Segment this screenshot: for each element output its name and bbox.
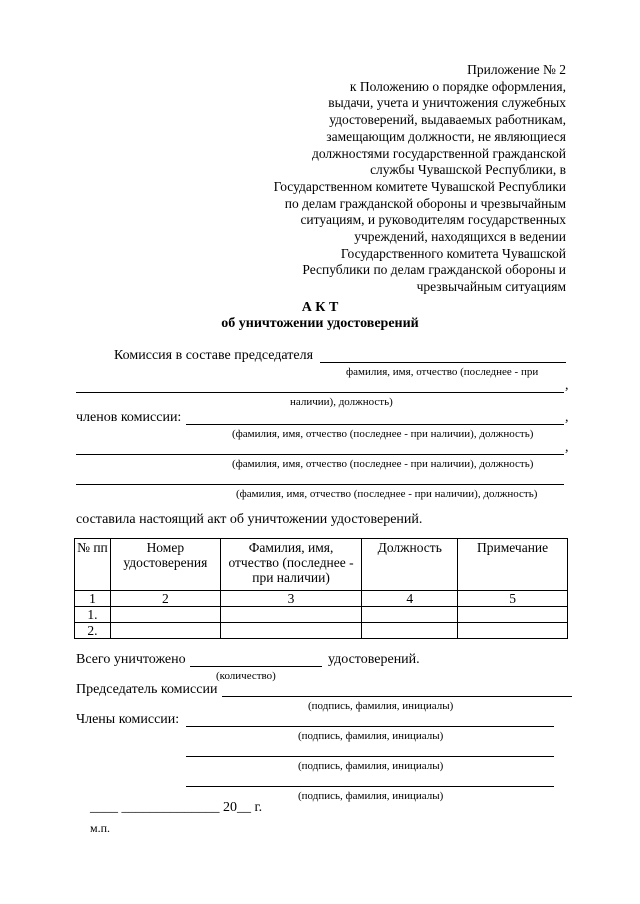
total-suffix: удостоверений. (328, 652, 420, 667)
table-cell[interactable] (458, 607, 568, 623)
header-cell-note: Примечание (458, 539, 568, 591)
comma: , (565, 410, 569, 425)
total-label: Всего уничтожено (76, 652, 186, 667)
appendix-line: Государственном комитете Чувашской Республики (273, 178, 566, 194)
appendix-line: службы Чувашской Республики, в (370, 162, 566, 178)
chair-hint-continued: наличии), должность) (290, 396, 393, 408)
member-signature-line-3[interactable] (186, 786, 554, 787)
appendix-line: по делам гражданской обороны и чрезвычайным (284, 195, 566, 211)
column-number: 5 (458, 591, 568, 607)
member-signature-hint-1: (подпись, фамилия, инициалы) (298, 730, 444, 742)
appendix-line: к Положению о порядке оформления, (349, 78, 566, 94)
chairman-label: Председатель комиссии (76, 682, 218, 697)
title-main: А К Т (301, 300, 339, 315)
appendix-line: чрезвычайным ситуациям (416, 279, 566, 295)
table-cell[interactable] (362, 623, 458, 639)
comma: , (565, 378, 569, 393)
date-line: ____ ______________ 20__ г. (90, 800, 263, 815)
column-number: 1 (75, 591, 111, 607)
member-signature-line-1[interactable] (186, 726, 554, 727)
member-line-3[interactable] (76, 484, 564, 485)
destruction-table (74, 538, 568, 639)
chair-line[interactable] (320, 362, 566, 363)
header-cell-fullname: Фамилия, имя, отчество (последнее - при наличии) (220, 539, 362, 591)
chairman-signature-line[interactable] (222, 696, 572, 697)
member-signature-hint-3: (подпись, фамилия, инициалы) (298, 790, 444, 802)
appendix-line: учреждений, находящихся в ведении (354, 229, 566, 245)
appendix-line: выдачи, учета и уничтожения служебных (328, 95, 566, 111)
table-cell[interactable] (458, 623, 568, 639)
chairman-signature-hint: (подпись, фамилия, инициалы) (308, 700, 454, 712)
quantity-hint: (количество) (216, 670, 276, 682)
chair-label: Комиссия в составе председателя (114, 348, 314, 363)
appendix-line: замещающим должности, не являющиеся (326, 128, 566, 144)
table-cell[interactable] (362, 607, 458, 623)
table-row (75, 623, 568, 639)
member-signature-line-2[interactable] (186, 756, 554, 757)
appendix-line: Государственного комитета Чувашской (340, 245, 566, 261)
members-label: членов комиссии: (76, 410, 182, 425)
appendix-line: Приложение № 2 (467, 62, 566, 77)
stamp-place: м.п. (90, 821, 111, 835)
appendix-block (246, 62, 566, 296)
table-header-row (75, 539, 568, 591)
header-cell-number: № пп (75, 539, 111, 591)
appendix-line: удостоверений, выдаваемых работникам, (329, 112, 566, 128)
chair-line-continued[interactable] (76, 392, 564, 393)
table-cell[interactable] (110, 623, 220, 639)
table-cell[interactable] (110, 607, 220, 623)
row-number: 1. (75, 607, 111, 623)
appendix-line: должностями государственной гражданской (311, 145, 566, 161)
chair-hint: фамилия, имя, отчество (последнее - при (346, 366, 539, 378)
row-number: 2. (75, 623, 111, 639)
column-number: 3 (220, 591, 362, 607)
title-sub: об уничтожении удостоверений (221, 316, 419, 331)
header-cell-certificate: Номер удостоверения (110, 539, 220, 591)
appendix-line: Республики по делам гражданской обороны и (302, 262, 566, 278)
column-number: 2 (110, 591, 220, 607)
table-cell[interactable] (220, 623, 362, 639)
comma: , (565, 440, 569, 455)
member-line-1[interactable] (186, 424, 564, 425)
statement-text: составила настоящий акт об уничтожении удостоверений. (76, 512, 423, 527)
table-row (75, 607, 568, 623)
member-hint-3: (фамилия, имя, отчество (последнее - при наличии), должность) (236, 488, 538, 500)
member-line-2[interactable] (76, 454, 564, 455)
members-signature-label: Члены комиссии: (76, 712, 180, 727)
table-column-numbers-row (75, 591, 568, 607)
member-signature-hint-2: (подпись, фамилия, инициалы) (298, 760, 444, 772)
document-title (0, 300, 640, 332)
member-hint-2: (фамилия, имя, отчество (последнее - при наличии), должность) (232, 458, 534, 470)
column-number: 4 (362, 591, 458, 607)
appendix-line: ситуациям, и руководителям государственных (300, 212, 566, 228)
table-cell[interactable] (220, 607, 362, 623)
member-hint-1: (фамилия, имя, отчество (последнее - при наличии), должность) (232, 428, 534, 440)
quantity-line[interactable] (190, 666, 322, 667)
header-cell-position: Должность (362, 539, 458, 591)
